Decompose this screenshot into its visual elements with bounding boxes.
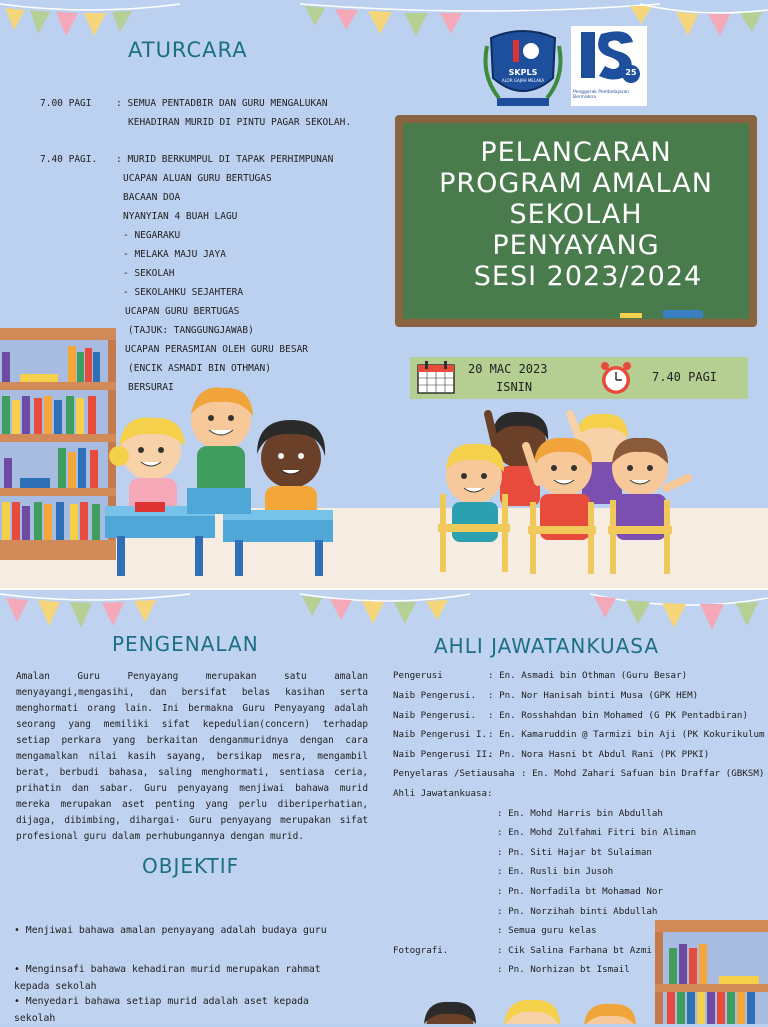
- program-logo-text: Penggerak Pembelajaran Bermakna: [573, 90, 630, 100]
- committee-member: : Pn. Siti Hajar bt Sulaiman: [497, 847, 652, 858]
- committee-role: Ahli Jawatankuasa:: [393, 788, 493, 799]
- program-logo-number: 25: [625, 68, 637, 77]
- committee-row: [393, 749, 763, 760]
- school-logo: [483, 26, 563, 108]
- itinerary-line: BACAAN DOA: [123, 192, 181, 203]
- itinerary-time: 7.00 PAGI: [40, 98, 92, 109]
- itinerary-line: : SEMUA PENTADBIR DAN GURU MENGALUKAN: [116, 98, 328, 109]
- itinerary-line: (ENCIK ASMADI BIN OTHMAN): [128, 363, 271, 374]
- committee-row: [393, 690, 763, 701]
- itinerary-line: - SEKOLAHKU SEJAHTERA: [123, 287, 244, 298]
- eraser-icon: [663, 310, 703, 318]
- committee-role: Naib Pengerusi II.: [393, 749, 493, 760]
- committee-name: : Pn. Nora Hasni bt Abdul Rani (PK PPKI): [488, 749, 710, 760]
- objective-item: • Menyedari bahawa setiap murid adalah aset kepada sekolah: [14, 996, 309, 1024]
- committee-name: : En. Mohd Zahari Safuan bin Draffar (GBKSM): [521, 768, 765, 779]
- itinerary-line: BERSURAI: [128, 382, 174, 393]
- committee-member: : En. Mohd Zulfahmi Fitri bin Aliman: [497, 827, 697, 838]
- blackboard-surface: [403, 123, 749, 319]
- event-title-line: PELANCARAN: [480, 137, 672, 168]
- children-heads-illustration: [410, 994, 660, 1024]
- event-time: 7.40 PAGI: [652, 370, 718, 384]
- title-blackboard: [395, 115, 757, 327]
- committee-name: : Pn. Nor Hanisah binti Musa (GPK HEM): [488, 690, 699, 701]
- event-title-line: PROGRAM AMALAN: [439, 168, 713, 199]
- committee-role: Naib Pengerusi I.: [393, 729, 488, 740]
- photo-member: : Cik Salina Farhana bt Azmi: [497, 945, 652, 956]
- itinerary-desc: [116, 150, 376, 397]
- committee-member: : Pn. Norzihah binti Abdullah: [497, 906, 658, 917]
- committee-name: : En. Kamaruddin @ Tarmizi bin Aji (PK Kokurikulum: [488, 729, 765, 740]
- event-title-line: SEKOLAH: [509, 199, 643, 230]
- school-logo-text: SKPLS: [508, 68, 538, 77]
- photo-member: : Pn. Norhizan bt Ismail: [497, 964, 630, 975]
- event-day: ISNIN: [496, 380, 533, 394]
- chalk-icon: [620, 313, 642, 318]
- committee-row: [393, 729, 763, 740]
- committee-row: [393, 710, 763, 721]
- itinerary-time: 7.40 PAGI.: [40, 154, 98, 165]
- committee-member: : En. Mohd Harris bin Abdullah: [497, 808, 663, 819]
- event-title-line: SESI 2023/2024: [473, 261, 703, 292]
- committee-member: : Semua guru kelas: [497, 925, 597, 936]
- committee-name: : En. Rosshahdan bin Mohamed (G PK Pentadbiran): [488, 710, 748, 721]
- event-title: [403, 137, 749, 292]
- intro-title: PENGENALAN: [112, 632, 259, 656]
- objective-item: • Menjiwai bahawa amalan penyayang adalah budaya guru: [14, 925, 327, 936]
- photo-role: Fotografi.: [393, 945, 449, 956]
- event-date: 20 MAC 2023: [468, 362, 548, 376]
- event-info-bar: [410, 357, 748, 399]
- committee-member: : Pn. Norfadila bt Mohamad Nor: [497, 886, 663, 897]
- itinerary-desc: [116, 94, 376, 132]
- children-at-desks-illustration: [105, 380, 340, 580]
- bookshelf-illustration: [655, 920, 768, 1024]
- committee-title: AHLI JAWATANKUASA: [434, 634, 660, 658]
- intro-text: Amalan Guru Penyayang merupakan satu amalan menyayangi,mengasihi, dan bersifat belas kasihan serta menghormati orang lain. Ini bermakna Guru Penyayang adalah seorang yang memiliki sifat kepedulian(concern) terhadap setiap perkara yang berkaitan denganmuridnya dengan cara mengamalkan nilai kasih sayang, bersikap mesra, mengambil berat, berbudi bahasa, saling menghormati, sentiasa ceria, prihatin dan sabar. Guru penyayang menjiwai bahawa murid mereka merupakan aset penting yang perlu diberiperhatian, dijaga, dibimbing, dihargai· Guru penyayang merupakan sifat profesional guru dalam perhubungannya dengan murid.: [16, 671, 368, 842]
- itinerary-line: UCAPAN ALUAN GURU BERTUGAS: [123, 173, 272, 184]
- calendar-icon: [414, 359, 458, 397]
- alarm-clock-icon: [598, 359, 634, 397]
- itinerary-line: (TAJUK: TANGGUNGJAWAB): [128, 325, 254, 336]
- itinerary-line: - MELAKA MAJU JAYA: [123, 249, 226, 260]
- committee-role: Naib Pengerusi.: [393, 710, 476, 721]
- committee-role: Naib Pengerusi.: [393, 690, 476, 701]
- itinerary-line: NYANYIAN 4 BUAH LAGU: [123, 211, 238, 222]
- itinerary-line: KEHADIRAN MURID DI PINTU PAGAR SEKOLAH.: [128, 117, 352, 128]
- committee-row: [393, 788, 763, 799]
- committee-role: Pengerusi: [393, 670, 443, 681]
- event-title-line: PENYAYANG: [492, 230, 660, 261]
- bunting-decoration: [0, 0, 768, 40]
- itinerary-line: UCAPAN GURU BERTUGAS: [125, 306, 240, 317]
- itinerary-title: ATURCARA: [128, 38, 248, 62]
- children-raising-hands-illustration: [430, 404, 700, 580]
- objective-item: • Menginsafi bahawa kehadiran murid merupakan rahmat kepada sekolah: [14, 964, 321, 992]
- objectives-title: OBJEKTIF: [142, 854, 240, 878]
- committee-member: : En. Rusli bin Jusoh: [497, 866, 614, 877]
- school-logo-subtext: ALOR GAJAH MELAKA: [501, 78, 545, 83]
- itinerary-line: : MURID BERKUMPUL DI TAPAK PERHIMPUNAN: [116, 154, 334, 165]
- itinerary-line: UCAPAN PERASMIAN OLEH GURU BESAR: [125, 344, 309, 355]
- committee-name: : En. Asmadi bin Othman (Guru Besar): [488, 670, 688, 681]
- program-logo: [571, 26, 647, 106]
- committee-row: [393, 670, 763, 681]
- committee-row: [393, 768, 763, 779]
- itinerary-line: - SEKOLAH: [123, 268, 175, 279]
- itinerary-line: - NEGARAKU: [123, 230, 181, 241]
- bookshelf-illustration: [0, 328, 116, 560]
- committee-role: Penyelaras /Setiausaha: [393, 768, 515, 779]
